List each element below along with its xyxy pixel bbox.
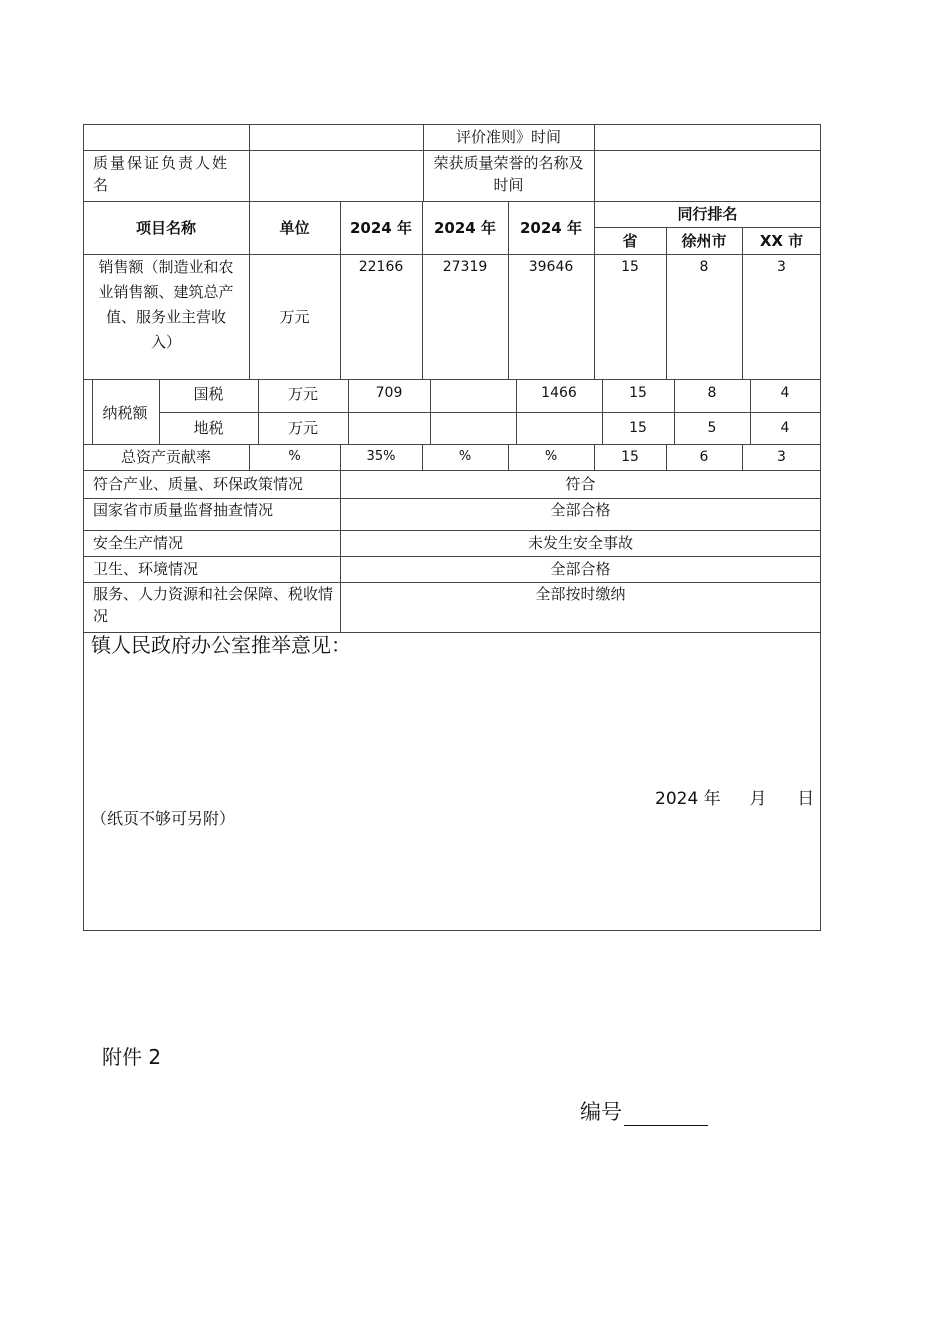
national-tax-value-2 bbox=[430, 379, 516, 407]
local-tax-value-1 bbox=[348, 412, 430, 444]
local-tax-value-2 bbox=[430, 412, 516, 444]
local-tax-value-3 bbox=[516, 412, 602, 444]
quality-manager-label: 质量保证负责人姓名 bbox=[93, 154, 230, 194]
sales-rank-xx: 3 bbox=[777, 259, 786, 275]
national-tax-rank-province: 15 bbox=[629, 385, 647, 401]
sales-value-1: 22166 bbox=[358, 259, 404, 275]
services-tax-value: 全部按时缴纳 bbox=[535, 585, 626, 603]
date-year: 2024 年 bbox=[655, 789, 721, 809]
header-rank-province: 省 bbox=[622, 231, 638, 250]
asset-contribution-value-1: 35% bbox=[366, 449, 396, 464]
header-project-name: 项目名称 bbox=[135, 218, 196, 237]
rating-time-label: 评价准则》时间 bbox=[455, 128, 561, 146]
national-tax-label: 国税 bbox=[193, 385, 224, 403]
hygiene-environment-label: 卫生、环境情况 bbox=[93, 560, 199, 578]
serial-number-label: 编号 bbox=[580, 1100, 622, 1124]
policy-compliance-value: 符合 bbox=[565, 475, 596, 493]
sales-label: 销售额（制造业和农业销售额、建筑总产值、服务业主营收入） bbox=[98, 258, 234, 351]
header-rank-xx: XX 市 bbox=[759, 231, 804, 250]
safety-production-value: 未发生安全事故 bbox=[527, 534, 633, 552]
quality-inspection-label: 国家省市质量监督抽查情况 bbox=[93, 501, 274, 519]
tax-label: 纳税额 bbox=[102, 404, 148, 422]
asset-contribution-value-2: % bbox=[458, 449, 472, 464]
local-tax-unit: 万元 bbox=[287, 419, 318, 437]
local-tax-label: 地税 bbox=[193, 419, 224, 437]
national-tax-value-3: 1466 bbox=[541, 385, 577, 401]
quality-honor-label: 荣获质量荣誉的名称及时间 bbox=[433, 154, 584, 194]
header-year-2: 2024 年 bbox=[434, 218, 496, 237]
asset-contribution-rank-xx: 3 bbox=[777, 449, 786, 465]
recommendation-title: 镇人民政府办公室推举意见： bbox=[91, 633, 351, 657]
attachment-label: 附件 2 bbox=[102, 1045, 162, 1069]
national-tax-unit: 万元 bbox=[287, 385, 318, 403]
local-tax-rank-xuzhou: 5 bbox=[707, 420, 717, 436]
header-rank-xuzhou: 徐州市 bbox=[681, 231, 727, 250]
hygiene-environment-value: 全部合格 bbox=[550, 560, 611, 578]
serial-number-blank[interactable] bbox=[624, 1105, 708, 1126]
header-year-1: 2024 年 bbox=[350, 218, 412, 237]
serial-number-field bbox=[580, 1096, 708, 1126]
policy-compliance-label: 符合产业、质量、环保政策情况 bbox=[93, 475, 304, 493]
asset-contribution-label: 总资产贡献率 bbox=[120, 448, 211, 466]
asset-contribution-value-3: % bbox=[544, 449, 558, 464]
date-day: 日 bbox=[797, 789, 815, 809]
asset-contribution-rank-xuzhou: 6 bbox=[699, 449, 709, 465]
national-tax-rank-xuzhou: 8 bbox=[707, 385, 717, 401]
header-unit: 单位 bbox=[279, 218, 310, 237]
services-tax-label: 服务、人力资源和社会保障、税收情况 bbox=[93, 585, 334, 625]
sales-rank-province: 15 bbox=[621, 259, 639, 275]
national-tax-rank-xx: 4 bbox=[780, 385, 790, 401]
attachment-note: （纸页不够可另附） bbox=[91, 809, 236, 828]
asset-contribution-rank-province: 15 bbox=[621, 449, 639, 465]
asset-contribution-unit: % bbox=[288, 449, 301, 464]
safety-production-label: 安全生产情况 bbox=[93, 534, 184, 552]
national-tax-value-1: 709 bbox=[375, 385, 403, 401]
header-year-3: 2024 年 bbox=[520, 218, 582, 237]
sales-value-2: 27319 bbox=[442, 259, 488, 275]
sales-rank-xuzhou: 8 bbox=[699, 259, 709, 275]
header-peer-ranking: 同行排名 bbox=[677, 205, 738, 223]
local-tax-rank-province: 15 bbox=[629, 420, 647, 436]
form-table bbox=[83, 124, 821, 931]
sales-value-3: 39646 bbox=[528, 259, 574, 275]
quality-inspection-value: 全部合格 bbox=[550, 501, 611, 519]
date-month: 月 bbox=[749, 789, 767, 809]
local-tax-rank-xx: 4 bbox=[780, 420, 790, 436]
sales-unit: 万元 bbox=[279, 307, 310, 326]
recommendation-date bbox=[655, 784, 814, 809]
